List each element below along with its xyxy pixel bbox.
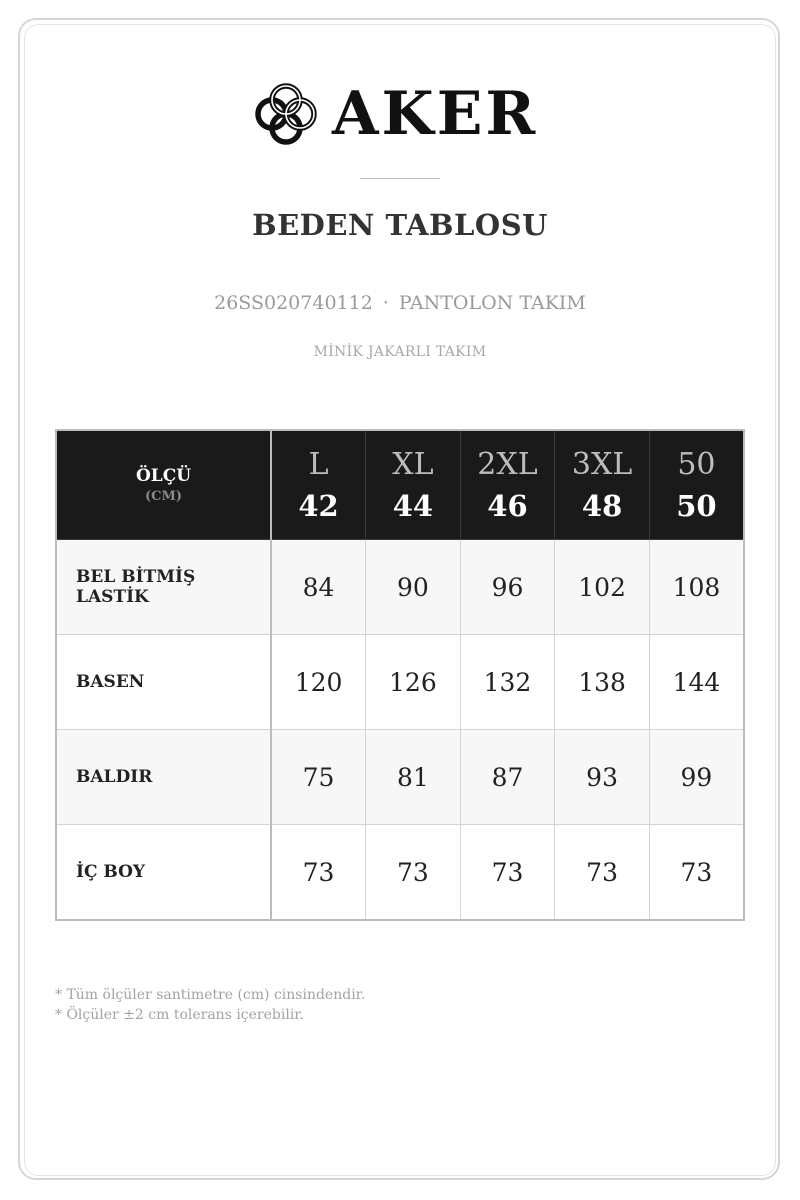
measure-value: 102	[555, 540, 650, 635]
measure-value: 93	[555, 730, 650, 825]
product-name: MİNİK JAKARLI TAKIM	[313, 344, 487, 360]
size-number: 42	[298, 488, 339, 523]
row-label: İÇ BOY	[56, 825, 271, 921]
table-row	[56, 540, 744, 635]
measure-value: 144	[649, 635, 744, 730]
measure-value: 96	[460, 540, 555, 635]
row-label: BEL BİTMİŞ LASTİK	[56, 540, 271, 635]
measure-value: 99	[649, 730, 744, 825]
size-letter: XL	[392, 446, 434, 482]
table-row	[56, 730, 744, 825]
size-letter: 3XL	[571, 446, 633, 482]
measure-value: 73	[555, 825, 650, 921]
size-number: 48	[581, 488, 623, 523]
footnotes	[55, 985, 365, 1025]
size-letter: L	[308, 446, 329, 482]
size-header-cell	[649, 430, 744, 540]
size-header-cell	[555, 430, 650, 540]
measure-value: 138	[555, 635, 650, 730]
footnote: * Ölçüler ±2 cm tolerans içerebilir.	[55, 1007, 304, 1023]
row-label: BALDIR	[56, 730, 271, 825]
row-label: BASEN	[56, 635, 271, 730]
table-row	[56, 635, 744, 730]
measure-value: 75	[271, 730, 366, 825]
measure-header-cell	[56, 430, 271, 540]
size-header-row	[56, 430, 744, 540]
size-letter: 50	[677, 446, 716, 482]
footnote: * Tüm ölçüler santimetre (cm) cinsindendir.	[55, 987, 366, 1003]
page-title: BEDEN TABLOSU	[252, 208, 548, 242]
measure-header-unit: (CM)	[144, 489, 183, 504]
measure-value: 120	[271, 635, 366, 730]
measure-value: 81	[366, 730, 461, 825]
measure-value: 73	[271, 825, 366, 921]
measure-header-label: ÖLÇÜ	[135, 466, 192, 486]
size-number: 46	[487, 488, 528, 523]
product-type: PANTOLON TAKIM	[398, 292, 586, 314]
size-letter: 2XL	[477, 446, 538, 482]
product-info	[0, 292, 800, 314]
size-number: 44	[392, 488, 434, 523]
size-header-cell	[366, 430, 461, 540]
size-header-cell	[460, 430, 555, 540]
size-header-cell	[271, 430, 366, 540]
table-row	[56, 825, 744, 921]
brand-logo	[252, 78, 552, 150]
knot-logo-icon	[252, 80, 320, 148]
measure-value: 108	[649, 540, 744, 635]
measure-value: 90	[366, 540, 461, 635]
measure-value: 73	[649, 825, 744, 921]
measure-value: 84	[271, 540, 366, 635]
measure-value: 132	[460, 635, 555, 730]
measure-value: 73	[460, 825, 555, 921]
title-divider	[360, 178, 440, 179]
measure-value: 73	[366, 825, 461, 921]
brand-name: AKER	[332, 79, 539, 149]
size-table	[55, 429, 745, 921]
measure-value: 87	[460, 730, 555, 825]
size-number: 50	[676, 488, 717, 523]
measure-value: 126	[366, 635, 461, 730]
separator-dot: ·	[382, 292, 389, 314]
product-code: 26SS020740112	[214, 292, 373, 314]
